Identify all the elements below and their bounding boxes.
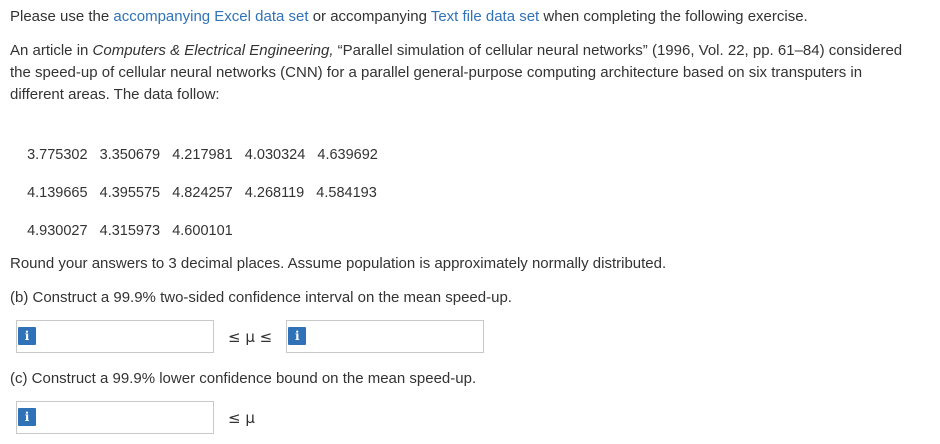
part-b-upper-input[interactable] [286,320,484,353]
info-icon[interactable]: i [18,327,36,345]
part-c-answer-row [16,401,269,434]
info-icon[interactable]: i [18,408,36,426]
data-value: 4.030324 [244,147,306,163]
intro-suffix: when completing the following exercise. [539,8,808,25]
mu-inequality: ≤ μ ≤ [228,327,273,346]
problem-text: “Parallel simulation of cellular neural networks” (1996, Vol. 22, pp. 61–84) considered [333,42,903,59]
data-value: 4.930027 [27,223,88,239]
data-value: 3.775302 [27,147,88,163]
part-c-question: (c) Construct a 99.9% lower confidence bound on the mean speed-up. [10,370,477,387]
data-row-2 [19,163,377,203]
part-b-answer-row [16,320,484,353]
mu-inequality: ≤ μ [228,408,255,427]
data-value: 4.600101 [172,223,233,239]
data-value: 4.639692 [317,147,378,163]
part-b-lower-input[interactable] [16,320,214,353]
problem-line-3: different areas. The data follow: [10,86,220,103]
problem-statement [10,40,930,106]
info-icon[interactable]: i [288,327,306,345]
part-b-question: (b) Construct a 99.9% two-sided confidence interval on the mean speed-up. [10,289,512,306]
data-value: 4.268119 [244,185,305,201]
intro-middle: or accompanying [308,8,431,25]
excel-data-link[interactable]: accompanying Excel data set [113,8,309,25]
data-value: 3.350679 [99,147,161,163]
part-b-lower-field [16,320,214,353]
problem-text: An article in [10,42,93,59]
data-value: 4.315973 [99,223,161,239]
part-b-upper-field [286,320,484,353]
journal-title: Computers & Electrical Engineering, [92,42,334,59]
data-value: 4.139665 [27,185,88,201]
data-row-3 [19,201,233,241]
data-value: 4.395575 [99,185,161,201]
data-value: 4.217981 [172,147,233,163]
data-value: 4.584193 [316,185,377,201]
part-c-lower-input[interactable] [16,401,214,434]
rounding-instructions: Round your answers to 3 decimal places. Assume population is approximately normally distributed. [10,255,667,272]
text-file-data-link[interactable]: Text file data set [430,8,540,25]
part-c-lower-field [16,401,214,434]
problem-line-2: the speed-up of cellular neural networks (CNN) for a parallel general-purpose computing architecture based on six transputers in [10,64,863,81]
intro-text [10,7,808,27]
problem-line-1 [10,40,930,62]
intro-prefix: Please use the [10,8,114,25]
data-row-1 [19,125,378,165]
data-value: 4.824257 [172,185,233,201]
